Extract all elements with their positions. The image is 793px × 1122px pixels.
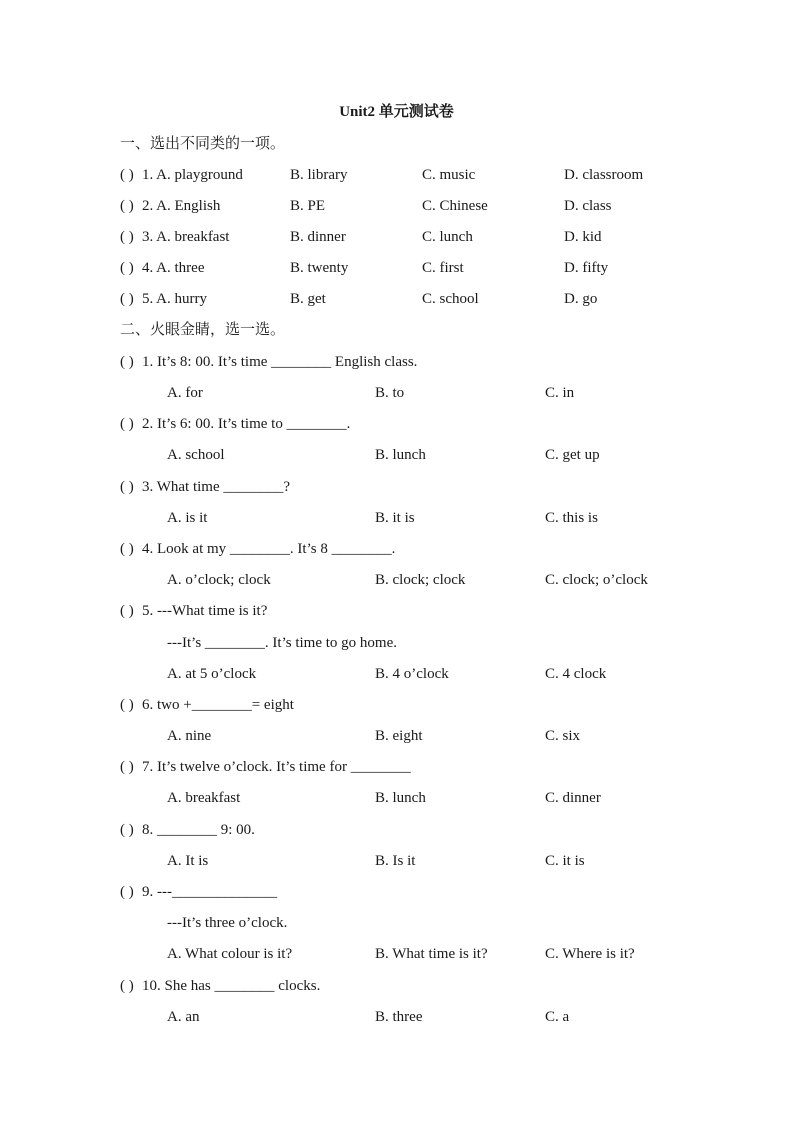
s2-q7-text: 7. It’s twelve o’clock. It’s time for ________ (142, 759, 411, 775)
s2-q2-option-c: C. get up (545, 447, 600, 463)
s2-q2-option-a: A. school (167, 447, 225, 463)
s2-q9-response: ---It’s three o’clock. (167, 915, 288, 931)
answer-blank[interactable]: ( ) (120, 822, 134, 838)
s1-q3-option-d: D. kid (564, 229, 602, 245)
answer-blank[interactable]: ( ) (120, 291, 134, 307)
s1-q2-option-a: 2. A. English (142, 198, 221, 214)
s1-q1-option-c: C. music (422, 167, 476, 183)
answer-blank[interactable]: ( ) (120, 697, 134, 713)
s2-q8-text: 8. ________ 9: 00. (142, 822, 255, 838)
answer-blank[interactable]: ( ) (120, 167, 134, 183)
s2-q6-option-b: B. eight (375, 728, 423, 744)
s2-q1-option-b: B. to (375, 385, 405, 401)
s1-q5-option-c: C. school (422, 291, 479, 307)
s2-q8-option-b: B. Is it (375, 853, 416, 869)
answer-blank[interactable]: ( ) (120, 759, 134, 775)
s1-q5-option-b: B. get (290, 291, 326, 307)
s2-q10-text: 10. She has ________ clocks. (142, 978, 321, 994)
s1-q3-option-a: 3. A. breakfast (142, 229, 230, 245)
answer-blank[interactable]: ( ) (120, 603, 134, 619)
s2-q4-option-c: C. clock; o’clock (545, 572, 648, 588)
s2-q9-option-a: A. What colour is it? (167, 946, 293, 962)
s2-q5-option-a: A. at 5 o’clock (167, 666, 257, 682)
s2-q7-option-a: A. breakfast (167, 790, 241, 806)
answer-blank[interactable]: ( ) (120, 416, 134, 432)
s1-q5-option-d: D. go (564, 291, 598, 307)
s1-q5-option-a: 5. A. hurry (142, 291, 207, 307)
page-title: Unit2 单元测试卷 (339, 104, 454, 120)
s2-q1-option-c: C. in (545, 385, 575, 401)
s1-q4-option-d: D. fifty (564, 260, 609, 276)
s2-q5-response: ---It’s ________. It’s time to go home. (167, 635, 397, 651)
s2-q7-option-b: B. lunch (375, 790, 426, 806)
s2-q8-option-a: A. It is (167, 853, 209, 869)
s2-q5-text: 5. ---What time is it? (142, 603, 268, 619)
s2-q10-option-b: B. three (375, 1009, 423, 1025)
s2-q10-option-c: C. a (545, 1009, 570, 1025)
s1-q4-option-b: B. twenty (290, 260, 349, 276)
s1-q4-option-c: C. first (422, 260, 464, 276)
s1-q2-option-d: D. class (564, 198, 612, 214)
s2-q4-text: 4. Look at my ________. It’s 8 ________. (142, 541, 396, 557)
s2-q9-option-b: B. What time is it? (375, 946, 488, 962)
s1-q2-option-b: B. PE (290, 198, 326, 214)
s2-q5-option-c: C. 4 clock (545, 666, 607, 682)
s1-q2-option-c: C. Chinese (422, 198, 488, 214)
s2-q1-text: 1. It’s 8: 00. It’s time ________ English class. (142, 354, 418, 370)
answer-blank[interactable]: ( ) (120, 198, 134, 214)
section-1-heading: 一、选出不同类的一项。 (120, 136, 286, 152)
s2-q4-option-a: A. o’clock; clock (167, 572, 271, 588)
answer-blank[interactable]: ( ) (120, 479, 134, 495)
s2-q6-text: 6. two +________= eight (142, 697, 294, 713)
answer-blank[interactable]: ( ) (120, 260, 134, 276)
s2-q3-text: 3. What time ________? (142, 479, 291, 495)
s2-q1-option-a: A. for (167, 385, 203, 401)
answer-blank[interactable]: ( ) (120, 978, 134, 994)
s2-q3-option-a: A. is it (167, 510, 208, 526)
answer-blank[interactable]: ( ) (120, 229, 134, 245)
s1-q1-option-a: 1. A. playground (142, 167, 243, 183)
s2-q9-option-c: C. Where is it? (545, 946, 635, 962)
s2-q7-option-c: C. dinner (545, 790, 601, 806)
s2-q3-option-b: B. it is (375, 510, 415, 526)
s2-q8-option-c: C. it is (545, 853, 585, 869)
answer-blank[interactable]: ( ) (120, 884, 134, 900)
s2-q3-option-c: C. this is (545, 510, 598, 526)
s2-q4-option-b: B. clock; clock (375, 572, 466, 588)
s2-q10-option-a: A. an (167, 1009, 200, 1025)
s1-q1-option-d: D. classroom (564, 167, 644, 183)
answer-blank[interactable]: ( ) (120, 541, 134, 557)
s1-q3-option-c: C. lunch (422, 229, 473, 245)
s2-q6-option-c: C. six (545, 728, 581, 744)
s2-q2-option-b: B. lunch (375, 447, 426, 463)
s1-q1-option-b: B. library (290, 167, 348, 183)
s2-q2-text: 2. It’s 6: 00. It’s time to ________. (142, 416, 351, 432)
s1-q3-option-b: B. dinner (290, 229, 346, 245)
section-2-heading: 二、火眼金睛，选一选。 (120, 322, 286, 338)
answer-blank[interactable]: ( ) (120, 354, 134, 370)
s2-q9-text: 9. ---______________ (142, 884, 277, 900)
s2-q6-option-a: A. nine (167, 728, 212, 744)
s1-q4-option-a: 4. A. three (142, 260, 205, 276)
s2-q5-option-b: B. 4 o’clock (375, 666, 449, 682)
